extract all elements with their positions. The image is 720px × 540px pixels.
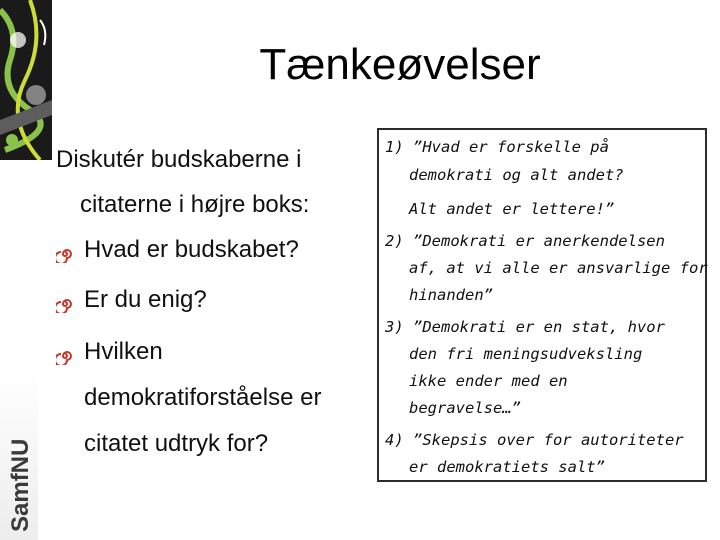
bullet-1-text: Hvad er budskabet? bbox=[84, 236, 299, 263]
quote-box bbox=[377, 128, 707, 482]
quote-1-line-3: Alt andet er lettere!” bbox=[409, 200, 615, 218]
bullet-3-line-3: citatet udtryk for? bbox=[84, 430, 269, 457]
quote-3-line-3: ikke ender med en bbox=[409, 372, 568, 390]
page-title: Tænkeøvelser bbox=[259, 40, 541, 89]
quote-1-line-2: demokrati og alt andet? bbox=[409, 166, 624, 184]
intro-line-1: Diskutér budskaberne i bbox=[56, 146, 302, 173]
quote-4-line-1: 4) ”Skepsis over for autoriteter bbox=[385, 431, 684, 449]
quote-3-line-4: begravelse…” bbox=[409, 399, 521, 417]
quote-2-line-1: 2) ”Demokrati er anerkendelsen bbox=[385, 232, 665, 250]
quote-3-line-2: den fri meningsudveksling bbox=[409, 345, 643, 363]
spiral-bullet-icon bbox=[56, 242, 74, 260]
quote-3-line-1: 3) ”Demokrati er en stat, hvor bbox=[385, 318, 665, 336]
intro-line-2: citaterne i højre boks: bbox=[80, 191, 310, 218]
quote-2-line-2: af, at vi alle er ansvarlige for bbox=[409, 259, 708, 277]
bullet-3-line-1: Hvilken bbox=[84, 338, 163, 365]
bullet-3-line-2: demokratiforståelse er bbox=[84, 384, 322, 411]
quote-2-line-3: hinanden” bbox=[409, 286, 493, 304]
brand-logo bbox=[4, 424, 34, 534]
quote-1-line-1: 1) ”Hvad er forskelle på bbox=[385, 138, 609, 156]
spiral-bullet-icon bbox=[56, 344, 74, 362]
decorative-graphic bbox=[0, 0, 52, 160]
bullet-2-text: Er du enig? bbox=[84, 286, 207, 313]
quote-4-line-2: er demokratiets salt” bbox=[409, 458, 605, 476]
spiral-bullet-icon bbox=[56, 292, 74, 310]
brand-logo-text: SamfNU bbox=[7, 438, 34, 532]
